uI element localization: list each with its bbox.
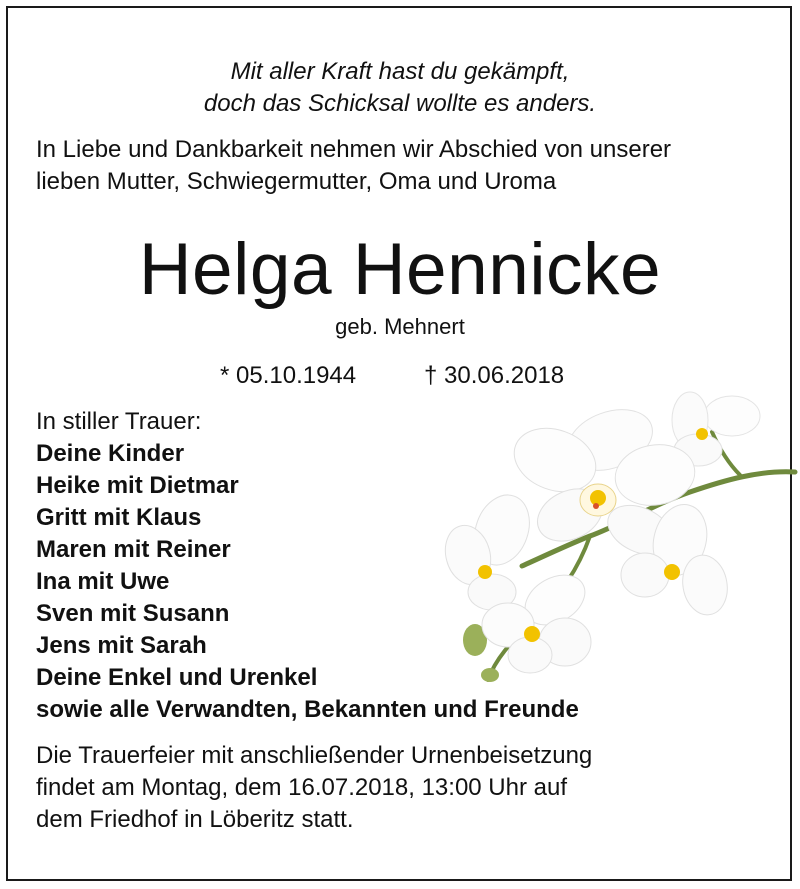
- birth-date: * 05.10.1944: [220, 362, 357, 389]
- deceased-name: Helga Hennicke: [138, 229, 662, 310]
- maiden-name: geb. Mehnert: [335, 314, 465, 339]
- mourning-heading: In stiller Trauer:: [36, 408, 202, 435]
- mourner-line: Jens mit Sarah: [36, 632, 207, 659]
- mourner-line: Deine Kinder: [36, 440, 185, 467]
- orchid-icon: [440, 380, 800, 690]
- poem-line-2: doch das Schicksal wollte es anders.: [203, 90, 597, 117]
- intro-line-2: lieben Mutter, Schwiegermutter, Oma und Uroma: [36, 168, 557, 195]
- funeral-line-3: dem Friedhof in Löberitz statt.: [36, 806, 354, 833]
- death-date: † 30.06.2018: [424, 362, 565, 389]
- mourner-line: Deine Enkel und Urenkel: [36, 664, 318, 691]
- poem-line-1: Mit aller Kraft hast du gekämpft,: [230, 58, 570, 85]
- mourner-line: Sven mit Susann: [36, 600, 230, 627]
- mourner-line: Ina mit Uwe: [36, 568, 170, 595]
- intro-line-1: In Liebe und Dankbarkeit nehmen wir Abschied von unserer: [36, 136, 672, 163]
- mourner-line: Maren mit Reiner: [36, 536, 231, 563]
- funeral-line-2: findet am Montag, dem 16.07.2018, 13:00 Uhr auf: [36, 774, 568, 801]
- funeral-line-1: Die Trauerfeier mit anschließender Urnenbeisetzung: [36, 742, 593, 769]
- mourner-line: Gritt mit Klaus: [36, 504, 202, 531]
- mourner-line: Heike mit Dietmar: [36, 472, 239, 499]
- mourner-line: sowie alle Verwandten, Bekannten und Freunde: [36, 696, 579, 723]
